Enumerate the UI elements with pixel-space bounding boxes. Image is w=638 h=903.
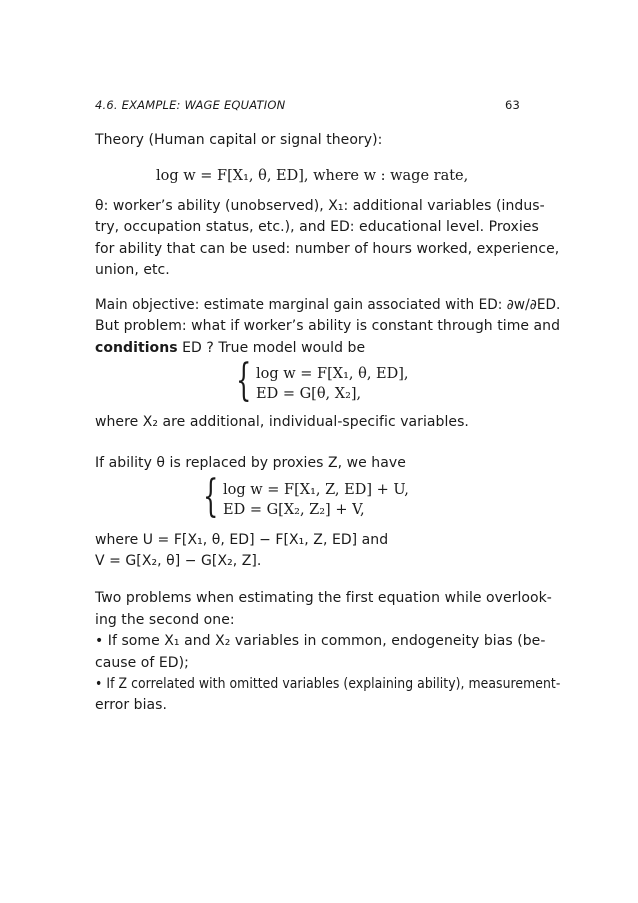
system-equation: ED = G[θ, X₂], xyxy=(256,386,362,402)
paragraph-line xyxy=(95,340,365,356)
paragraph-line: θ: worker’s ability (unobserved), X₁: additional variables (indus- xyxy=(95,198,545,214)
paragraph-line: But problem: what if worker’s ability is constant through time and xyxy=(95,318,561,334)
error-definition: V = G[X₂, θ] − G[X₂, Z]. xyxy=(95,553,262,569)
paragraph-line: error bias. xyxy=(95,697,167,713)
paragraph-line: for ability that can be used: number of hours worked, experience, xyxy=(95,241,560,257)
system-equation: ED = G[X₂, Z₂] + V, xyxy=(223,502,365,518)
conditions-bold: conditions xyxy=(95,340,178,356)
page-number: 63 xyxy=(505,98,521,112)
error-definition: where U = F[X₁, θ, ED] − F[X₁, Z, ED] and xyxy=(95,532,389,548)
proxy-intro: If ability θ is replaced by proxies Z, we have xyxy=(95,455,406,471)
theory-heading: Theory (Human capital or signal theory): xyxy=(95,132,383,148)
left-brace: { xyxy=(203,471,219,522)
additional-variables-note: where X₂ are additional, individual-specific variables. xyxy=(95,414,469,430)
paragraph-line: Two problems when estimating the first equation while overlook- xyxy=(95,590,552,606)
bullet-item: • If some X₁ and X₂ variables in common, endogeneity bias (be- xyxy=(95,633,546,649)
paragraph-line: cause of ED); xyxy=(95,655,189,671)
left-brace: { xyxy=(236,355,252,406)
paragraph-line: Main objective: estimate marginal gain associated with ED: ∂w/∂ED. xyxy=(95,297,561,313)
system-equation: log w = F[X₁, Z, ED] + U, xyxy=(223,482,409,498)
system-equation: log w = F[X₁, θ, ED], xyxy=(256,366,409,382)
wage-equation: log w = F[X₁, θ, ED], where w : wage rate, xyxy=(156,168,469,184)
paragraph-line: ing the second one: xyxy=(95,612,235,628)
paragraph-line: union, etc. xyxy=(95,262,170,278)
conditions-rest: ED ? True model would be xyxy=(177,340,366,356)
bullet-item: • If Z correlated with omitted variables (explaining ability), measurement- xyxy=(95,676,561,692)
section-title: 4.6. EXAMPLE: WAGE EQUATION xyxy=(95,98,286,112)
paragraph-line: try, occupation status, etc.), and ED: educational level. Proxies xyxy=(95,219,539,235)
